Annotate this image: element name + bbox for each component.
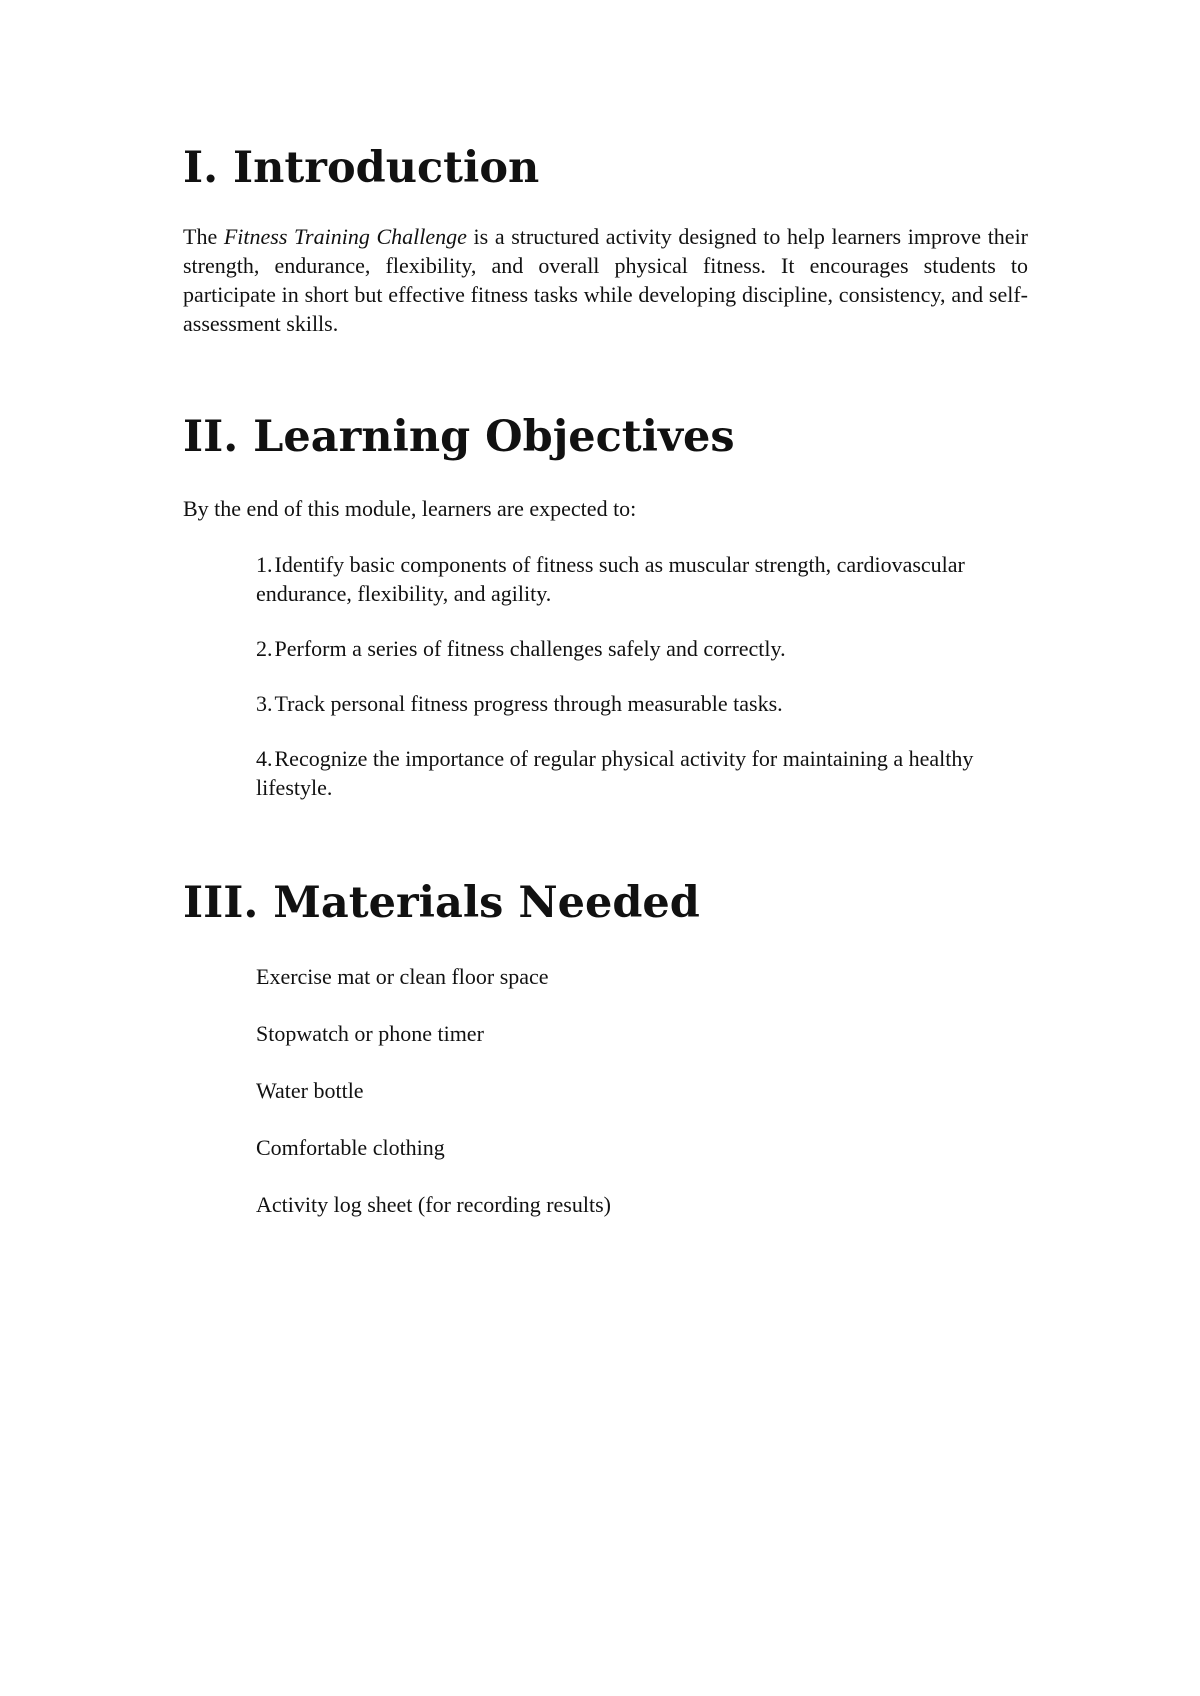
introduction-paragraph: [183, 222, 1028, 338]
objective-number: 2.: [256, 636, 273, 661]
introduction-heading: I. Introduction: [183, 143, 540, 193]
objectives-lead: By the end of this module, learners are expected to:: [183, 496, 637, 521]
list-item: Activity log sheet (for recording results): [256, 1192, 611, 1217]
list-item: [256, 634, 1016, 663]
objective-number: 1.: [256, 552, 273, 577]
list-item: [256, 689, 1016, 718]
list-item: Exercise mat or clean floor space: [256, 964, 549, 989]
list-item: Stopwatch or phone timer: [256, 1021, 484, 1046]
materials-section: [183, 878, 1028, 930]
list-item: Comfortable clothing: [256, 1135, 445, 1160]
introduction-section: [183, 143, 1028, 195]
intro-text-before: The: [183, 224, 224, 249]
list-item: [256, 744, 1016, 802]
objectives-section: [183, 412, 1028, 464]
objective-number: 4.: [256, 746, 273, 771]
objective-text: Perform a series of fitness challenges safely and correctly.: [274, 636, 786, 661]
materials-list: [256, 962, 611, 1247]
objective-text: Track personal fitness progress through measurable tasks.: [274, 691, 783, 716]
objective-text: Recognize the importance of regular physical activity for maintaining a healthy lifestyle.: [256, 746, 974, 800]
intro-emphasis: Fitness Training Challenge: [223, 224, 467, 249]
list-item: [256, 550, 1016, 608]
list-item: Water bottle: [256, 1078, 364, 1103]
objective-number: 3.: [256, 691, 273, 716]
objective-text: Identify basic components of fitness such as muscular strength, cardiovascular endurance, flexibility, and agility.: [256, 552, 965, 606]
objectives-heading: II. Learning Objectives: [183, 412, 735, 462]
materials-heading: III. Materials Needed: [183, 878, 700, 928]
intro-text-after: is a structured activity designed to help learners improve their strength, endurance, flexibility, and overall physical fitness. It encourages students to participate in short but effective fitness tasks while developing discipline, consistency, and self-assessment skills.: [183, 224, 1029, 336]
objectives-list: [256, 550, 1016, 828]
